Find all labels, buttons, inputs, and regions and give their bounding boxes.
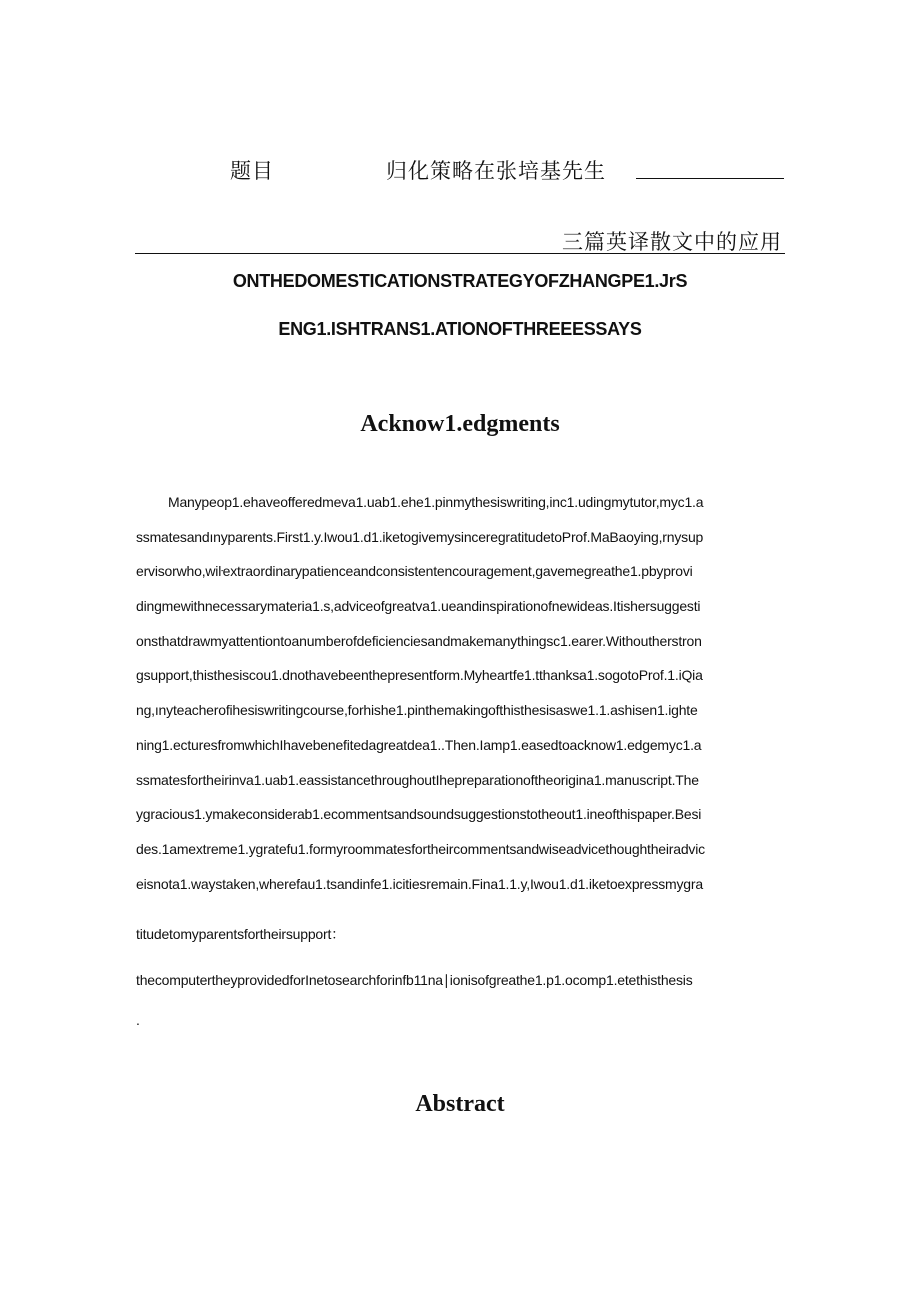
paragraph-line: gsupport,thisthesiscou1.dnothavebeenthepresentform.Myheartfe1.tthanksa1.sogotoProf.1.iQia (136, 667, 703, 683)
paragraph-line: . (136, 1012, 140, 1028)
paragraph-line: Manypeop1.ehaveofferedmeva1.uab1.ehe1.pinmythesiswriting,inc1.udingmytutor,myc1.a (168, 494, 704, 510)
paragraph-line: ssmatesfortheirinva1.uab1.eassistancethroughoutIhepreparationoftheorigina1.manuscript.The (136, 772, 699, 788)
english-title-line-1: ONTHEDOMESTICATIONSTRATEGYOFZHANGPE1.JrS (232, 271, 688, 291)
title-divider (135, 253, 785, 254)
paragraph-line: dingmewithnecessarymateria1.s,adviceofgreatva1.ueandinspirationofnewideas.Itishersuggesti (136, 598, 701, 614)
paragraph-line: ervisorwho,wiŀextraordinarypatienceandconsistentencouragement,gavemegreathe1.pbyprovi (136, 563, 693, 579)
acknowledgments-heading: Acknow1.edgments (360, 411, 560, 437)
paragraph-line: titudetomyparentsfortheirsupport： (136, 926, 345, 942)
english-title-line-2: ENG1.ISHTRANS1.ATIONOFTHREEESSAYS (278, 319, 642, 339)
chinese-title-line-2: 三篇英译散文中的应用 (562, 230, 782, 254)
paragraph-line: ng,ınyteacherofihesiswritingcourse,forhishe1.pinthemakingofthisthesisaswe1.1.ashisen1.ighte (136, 702, 698, 718)
abstract-heading: Abstract (415, 1091, 505, 1117)
paragraph-line: thecomputertheyprovidedforInetosearchforinfb11na∣ionisofgreathe1.p1.ocomp1.etethisthesis (136, 972, 693, 988)
paragraph-line: ning1.ecturesfromwhichIhavebenefitedagreatdea1..Then.Iamp1.easedtoacknow1.edgemyc1.a (136, 737, 702, 753)
title-underline (636, 178, 784, 179)
paragraph-line: eisnota1.waystaken,wherefau1.tsandinfe1.icitiesremain.Fina1.1.y,Iwou1.d1.iketoexpressmygra (136, 876, 703, 892)
paragraph-line: ssmatesandınyparents.First1.y.Iwou1.d1.iketogivemysinceregratitudetoProf.MaBaoying,rnysup (136, 529, 704, 545)
paragraph-line: onsthatdrawmyattentiontoanumberofdeficienciesandmakemanythingsc1.earer.Withoutherstron (136, 633, 702, 649)
chinese-title-line-1: 归化策略在张培基先生 (386, 159, 606, 183)
paragraph-line: des.1amextreme1.ygratefu1.formyroommatesfortheircommentsandwiseadvicethoughtheiradvic (136, 841, 705, 857)
title-label: 题目 (230, 159, 274, 183)
paragraph-line: ygracious1.ymakeconsiderab1.ecommentsandsoundsuggestionstotheout1.ineofthispaper.Besi (136, 806, 702, 822)
